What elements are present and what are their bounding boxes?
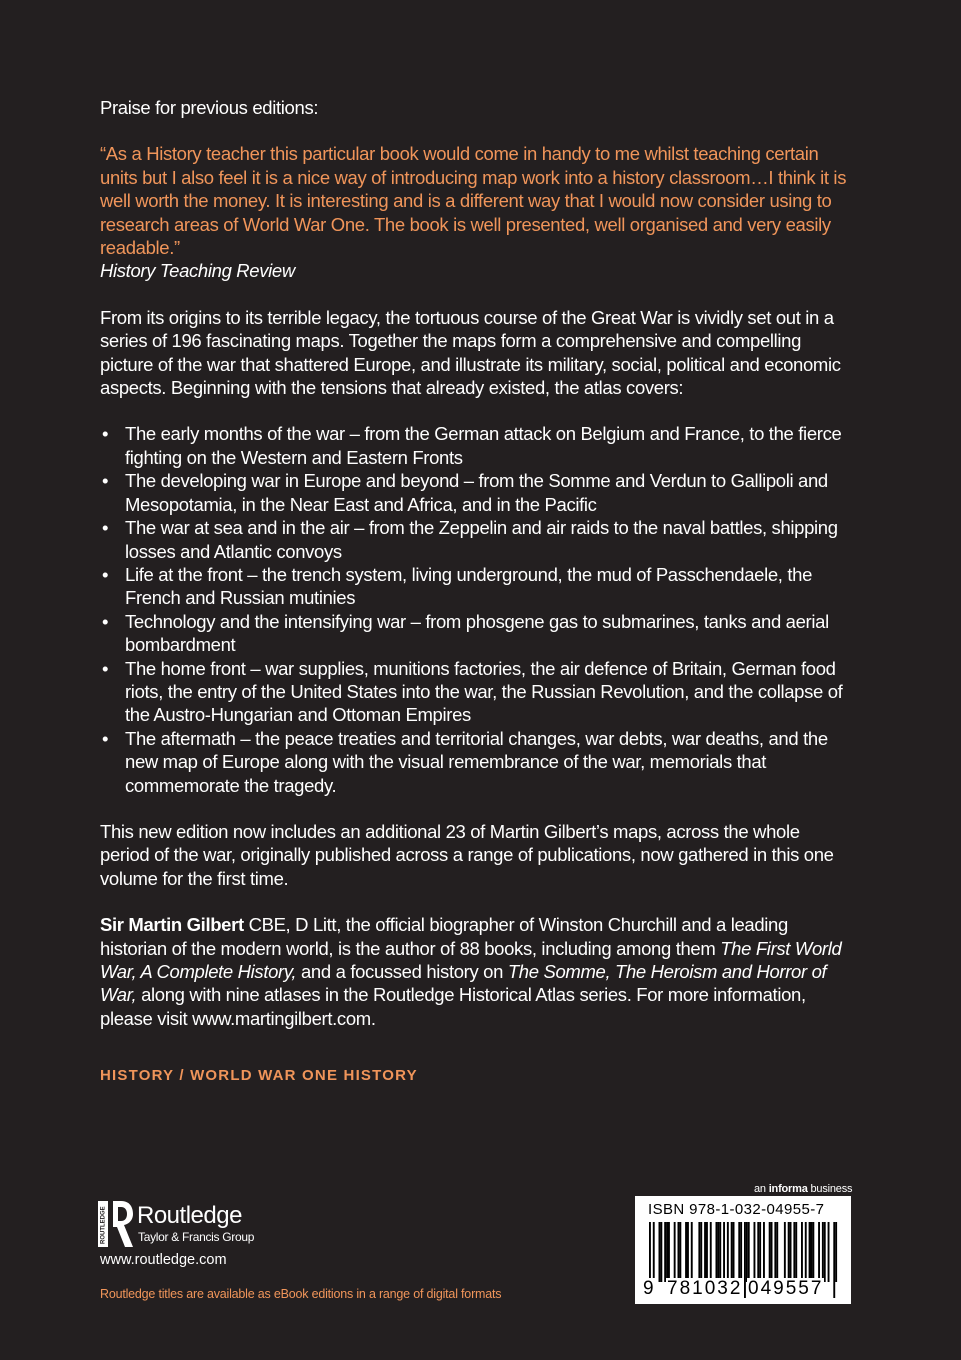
- barcode-bar: [835, 1222, 837, 1282]
- list-item-text: The early months of the war – from the German attack on Belgium and France, to the fierce fighting on the Western and Eastern Fronts: [125, 423, 842, 468]
- barcode-bar: [727, 1222, 729, 1282]
- barcode-bar: [769, 1222, 771, 1282]
- list-item-text: The war at sea and in the air – from the Zeppelin and air raids to the naval battles, shipping losses and Atlantic convoys: [125, 517, 838, 562]
- barcode-bar: [674, 1222, 676, 1282]
- author-name: Sir Martin Gilbert: [100, 914, 244, 936]
- bio-text-3: along with nine atlases in the Routledge Historical Atlas series. For more information, please visit www.martingilbert.com.: [100, 984, 806, 1029]
- bullet-icon: •: [102, 610, 109, 632]
- ebook-note: Routledge titles are available as eBook editions in a range of digital formats: [100, 1287, 502, 1301]
- bio-text-1: CBE, D Litt, the official biographer of Winston Churchill and a leading historian of the modern world, is the author of 88 books, including among them: [100, 914, 788, 959]
- barcode-bar: [698, 1222, 700, 1282]
- svg-text:ROUTLEDGE: ROUTLEDGE: [100, 1206, 107, 1244]
- barcode-bar: [776, 1222, 778, 1282]
- barcode-bar: [757, 1222, 759, 1282]
- informa-brand: informa: [768, 1183, 808, 1195]
- informa-suffix: business: [810, 1183, 853, 1195]
- list-item-text: Technology and the intensifying war – from phosgene gas to submarines, tanks and aerial bombardment: [125, 610, 829, 656]
- barcode-bar: [771, 1222, 773, 1282]
- barcode-bar: [795, 1222, 797, 1282]
- barcode-bar: [748, 1222, 750, 1282]
- barcode-bar: [788, 1222, 790, 1282]
- barcode-bar: [824, 1222, 826, 1282]
- list-item: [100, 422, 848, 469]
- barcode-bar: [812, 1222, 814, 1282]
- publisher-group: Taylor & Francis Group: [138, 1230, 255, 1244]
- barcode-bar: [763, 1222, 765, 1282]
- isbn-label: ISBN 978-1-032-04955-7: [648, 1201, 825, 1218]
- author-bio: [100, 913, 848, 1030]
- topics-list: [100, 422, 848, 797]
- bullet-icon: •: [102, 423, 109, 445]
- praise-quote: “As a History teacher this particular book would come in handy to me whilst teaching certain units but I also feel it is a nice way of introducing map work into a history classroom…I think it is well worth the money. It is interesting and is a different way that I would now consider using to research areas of World War One. The book is well presented, well organised and very easily readable.”: [100, 143, 847, 259]
- publisher-logo: [98, 1198, 298, 1250]
- bio-book-title-1: The First World War, A Complete History,: [100, 937, 842, 982]
- barcode-bar: [733, 1222, 735, 1282]
- barcode-bar: [784, 1222, 786, 1282]
- new-edition-note: This new edition now includes an additional 23 of Martin Gilbert’s maps, across the whole period of the war, originally published across a range of publications, now gathered in this one volume for the first time.: [100, 820, 834, 889]
- bullet-icon: •: [102, 657, 109, 679]
- informa-badge: [754, 1183, 852, 1195]
- barcode-digits-left: 781032: [667, 1278, 743, 1299]
- barcode-bar: [716, 1222, 718, 1282]
- praise-heading: Praise for previous editions:: [100, 97, 319, 118]
- bullet-icon: •: [102, 470, 109, 492]
- informa-prefix: an: [754, 1183, 766, 1195]
- routledge-logo-icon: [98, 1198, 134, 1248]
- barcode-bar: [668, 1222, 670, 1282]
- subject-category: HISTORY / WORLD WAR ONE HISTORY: [100, 1067, 418, 1084]
- back-cover-text: [100, 96, 848, 1030]
- barcode-bar: [723, 1222, 725, 1282]
- barcode-bar: [679, 1222, 681, 1282]
- publisher-name: Routledge: [137, 1202, 242, 1229]
- list-item: [100, 563, 848, 610]
- barcode-bar: [687, 1222, 689, 1282]
- barcode-bar: [704, 1222, 706, 1282]
- barcode-bar: [706, 1222, 708, 1282]
- barcode-bar: [774, 1222, 776, 1282]
- barcode-bar: [666, 1222, 668, 1282]
- barcode-bar: [738, 1222, 740, 1282]
- list-item: [100, 610, 848, 657]
- barcode-bar: [660, 1222, 662, 1282]
- isbn-barcode: [635, 1196, 851, 1304]
- publisher-website[interactable]: www.routledge.com: [100, 1252, 227, 1268]
- bullet-icon: •: [102, 727, 109, 749]
- barcode-bar: [678, 1222, 680, 1282]
- bullet-icon: •: [102, 563, 109, 585]
- barcode-bar: [754, 1222, 756, 1282]
- barcode-bar: [746, 1222, 748, 1282]
- list-item: [100, 469, 848, 516]
- barcode-bar: [731, 1222, 733, 1282]
- list-item: [100, 657, 848, 727]
- barcode-bar: [822, 1222, 824, 1282]
- barcode-bar: [717, 1222, 719, 1282]
- list-item-text: Life at the front – the trench system, living underground, the mud of Passchendaele, the French and Russian mutinies: [125, 563, 813, 609]
- barcode-bar: [700, 1222, 702, 1282]
- list-item-text: The aftermath – the peace treaties and territorial changes, war debts, war deaths, and the new map of Europe along with the visual remembrance of the war, memorials that commemorate the tragedy.: [125, 727, 828, 796]
- bio-text-2: and a focussed history on: [296, 961, 508, 982]
- barcode-bar: [691, 1222, 693, 1282]
- barcode-bar: [659, 1222, 661, 1282]
- barcode-bar: [811, 1222, 813, 1282]
- list-item-text: The home front – war supplies, munitions factories, the air defence of Britain, German food riots, the entry of the United States into the war, the Russian Revolution, and the collapse of the Austro-Hungarian and Ottoman Empires: [125, 657, 843, 726]
- praise-source: History Teaching Review: [100, 260, 295, 282]
- bullet-icon: •: [102, 517, 109, 539]
- barcode-bar: [801, 1222, 803, 1282]
- barcode-bar: [828, 1222, 830, 1282]
- barcode-bar: [759, 1222, 761, 1282]
- list-item-text: The developing war in Europe and beyond – from the Somme and Verdun to Gallipoli and Mesopotamia, in the Near East and Africa, and in the Pacific: [125, 470, 828, 515]
- barcode-bar: [793, 1222, 795, 1282]
- barcode-digit-first: 9: [643, 1278, 654, 1299]
- barcode-bar: [818, 1222, 820, 1282]
- barcode-bar: [805, 1222, 807, 1282]
- barcode-bar: [710, 1222, 712, 1282]
- barcode-digits-right: 049557: [748, 1278, 824, 1299]
- barcode-bar: [685, 1222, 687, 1282]
- barcode-bar: [790, 1222, 792, 1282]
- book-description: From its origins to its terrible legacy, the tortuous course of the Great War is vividly set out in a series of 196 fascinating maps. Together the maps form a comprehensive and compelling picture of the war that shattered Europe, and illustrate its military, social, political and economic aspects. Beginning with the tensions that already existed, the atlas covers:: [100, 306, 841, 399]
- barcode-bar: [719, 1222, 721, 1282]
- list-item: [100, 727, 848, 797]
- list-item: [100, 516, 848, 563]
- barcode-bar: [744, 1222, 746, 1298]
- barcode-bar: [809, 1222, 811, 1282]
- barcode-bar: [833, 1222, 835, 1298]
- bio-book-title-2: The Somme, The Heroism and Horror of War,: [100, 961, 827, 1006]
- barcode-bar: [664, 1222, 666, 1282]
